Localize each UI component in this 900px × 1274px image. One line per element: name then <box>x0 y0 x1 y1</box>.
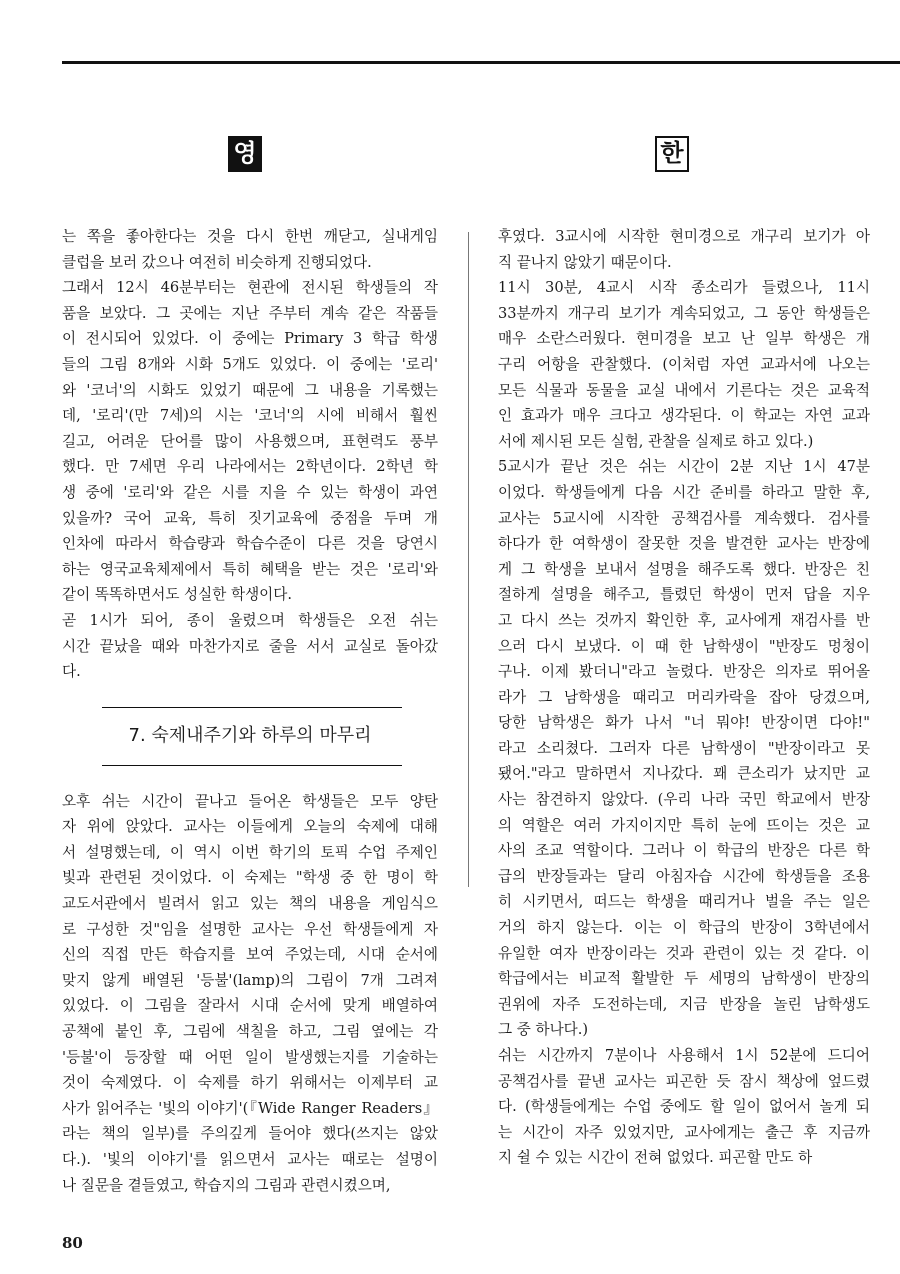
text-line: 거의 하지 않는다. 이는 이 학급의 반장이 3학년에서 <box>498 919 870 937</box>
text-line: 지 쉴 수 있는 시간이 전혀 없었다. 피곤할 만도 하 <box>498 1149 813 1167</box>
text-line: 들의 그림 8개와 시화 5개도 있었다. 이 중에는 '로리' <box>62 355 438 373</box>
text-line: 학급에서는 비교적 활발한 두 세명의 남학생이 반장의 <box>498 970 870 988</box>
paragraph <box>498 1043 870 1171</box>
text-line: 맞지 않게 배열된 '등불'(lamp)의 그림이 7개 그려져 <box>62 971 438 989</box>
text-line: 라가 그 남학생을 때리고 머리카락을 잡아 당겼으며, <box>498 688 870 706</box>
left-column <box>62 224 438 1198</box>
text-line: 의 역할은 여러 가지이지만 특히 눈에 뜨이는 것은 교 <box>498 816 870 834</box>
text-line: 길고, 어려운 단어를 많이 사용했으며, 표현력도 풍부 <box>62 432 438 450</box>
text-line: 오후 쉬는 시간이 끝나고 들어온 학생들은 모두 양탄 <box>62 792 438 810</box>
text-line: 사는 참견하지 않았다. (우리 나라 국민 학교에서 반장 <box>498 791 870 809</box>
text-line: 게 그 학생을 보내서 설명을 해주도록 했다. 반장은 친 <box>498 560 870 578</box>
text-line: 있을까? 국어 교육, 특히 짓기교육에 중점을 두며 개 <box>62 509 438 527</box>
paragraph <box>498 454 870 1043</box>
text-line: 데, '로리'(만 7세)의 시는 '코너'의 시에 비해서 훨씬 <box>62 407 438 425</box>
text-line: 나 질문을 곁들였고, 학습지의 그림과 관련시켰으며, <box>62 1176 391 1194</box>
text-line: 교사는 5교시에 시작한 공책검사를 계속했다. 검사를 <box>498 509 870 527</box>
text-line: 33분까지 개구리 보기가 계속되었고, 그 동안 학생들은 <box>498 304 870 322</box>
paragraph <box>62 608 438 685</box>
text-line: 유일한 여자 반장이라는 것과 관련이 있는 것 같다. 이 <box>498 944 870 962</box>
text-line: 인 효과가 매우 크다고 생각된다. 이 학교는 자연 교과 <box>498 407 870 425</box>
text-line: 이 전시되어 있었다. 이 중에는 Primary 3 학급 학생 <box>62 330 438 348</box>
text-line: 다.). '빛의 이야기'를 읽으면서 교사는 때로는 설명이 <box>62 1151 438 1168</box>
text-line: 쉬는 시간까지 7분이나 사용해서 1시 52분에 드디어 <box>498 1047 870 1064</box>
text-line: 권위에 자주 도전하는데, 지금 반장을 놀린 남학생도 <box>498 995 870 1013</box>
text-line: 시간 끝났을 때와 마찬가지로 줄을 서서 교실로 돌아갔 <box>62 637 438 655</box>
text-line: 후였다. 3교시에 시작한 현미경으로 개구리 보기가 아 <box>498 228 870 245</box>
text-line: 서에 제시된 모든 실험, 관찰을 실제로 하고 있다.) <box>498 432 814 450</box>
text-line: 직 끝나지 않았기 때문이다. <box>498 253 672 271</box>
text-line: 이었다. 학생들에게 다음 시간 준비를 하라고 말한 후, <box>498 483 870 501</box>
text-line: 구나. 이제 봤더니"라고 놀렸다. 반장은 의자로 뛰어올 <box>498 663 870 681</box>
text-line: 하는 영국교육체제에서 특히 혜택을 받는 것은 '로리'와 <box>62 560 438 578</box>
text-line: 으러 다시 보냈다. 이 때 한 남학생이 "반장도 멍청이 <box>498 637 870 655</box>
text-line: 라는 책의 일부)를 주의깊게 들어야 했다(쓰지는 않았 <box>62 1125 438 1143</box>
text-line: 곧 1시가 되어, 종이 울렸으며 학생들은 오전 쉬는 <box>62 611 438 629</box>
text-line: 빛과 관련된 것이었다. 이 숙제는 "학생 중 한 명이 학 <box>62 869 438 887</box>
text-line: 와 '코너'의 시화도 있었기 때문에 그 내용을 기록했는 <box>62 381 438 399</box>
text-line: 공책검사를 끝낸 교사는 피곤한 듯 잠시 책상에 엎드렸 <box>498 1072 870 1090</box>
text-line: 다. <box>62 663 81 681</box>
badge-korea: 한 <box>655 136 689 172</box>
text-line: 그래서 12시 46분부터는 현관에 전시된 학생들의 작 <box>62 279 438 297</box>
right-column <box>498 224 870 1171</box>
text-line: 매우 소란스러웠다. 현미경을 보고 난 일부 학생은 개 <box>498 330 870 348</box>
badge-uk: 영 <box>228 136 262 172</box>
paragraph <box>62 789 438 1199</box>
text-line: 품을 보았다. 그 곳에는 지난 주부터 계속 같은 작품들 <box>62 304 438 322</box>
text-line: 절하게 설명을 해주고, 틀렸던 학생이 먼저 답을 지우 <box>498 586 870 604</box>
text-line: 공책에 붙인 후, 그림에 색칠을 하고, 그림 옆에는 각 <box>62 1023 438 1041</box>
paragraph <box>498 224 870 275</box>
text-line: 당한 남학생은 화가 나서 "너 뭐야! 반장이면 다야!" <box>498 714 870 732</box>
text-line: 구리 어항을 관찰했다. (이처럼 자연 교과서에 나오는 <box>498 355 870 373</box>
text-line: 라고 소리쳤다. 그러자 다른 남학생이 "반장이라고 못 <box>498 739 870 757</box>
text-line: 됐어."라고 말하면서 지나갔다. 꽤 큰소리가 났지만 교 <box>498 765 870 783</box>
text-line: 하다가 한 여학생이 잘못한 것을 발견한 교사는 반장에 <box>498 535 870 553</box>
text-line: 자 위에 앉았다. 교사는 이들에게 오늘의 숙제에 대해 <box>62 818 438 836</box>
section-rule-bottom <box>102 765 402 766</box>
text-line: 같이 똑똑하면서도 성실한 학생이다. <box>62 586 293 604</box>
text-line: 11시 30분, 4교시 시작 종소리가 들렸으나, 11시 <box>498 279 870 297</box>
text-line: '등불'이 등장할 때 어떤 일이 발생했는지를 기술하는 <box>62 1048 438 1066</box>
header-rule <box>62 61 900 64</box>
page-number: 80 <box>62 1234 83 1252</box>
text-line: 는 시간이 자주 있었지만, 교사에게는 출근 후 지금까 <box>498 1123 870 1141</box>
text-line: 5교시가 끝난 것은 쉬는 시간이 2분 지난 1시 47분 <box>498 458 870 476</box>
text-line: 서 설명했는데, 이 역시 이번 학기의 토픽 수업 주제인 <box>62 843 438 861</box>
paragraph <box>62 275 438 608</box>
text-line: 클럽을 보러 갔으나 여전히 비슷하게 진행되었다. <box>62 253 372 271</box>
text-line: 했다. 만 7세면 우리 나라에서는 2학년이다. 2학년 학 <box>62 458 438 476</box>
text-line: 히 시키면서, 떠드는 학생을 때리거나 벌을 주는 일은 <box>498 893 870 911</box>
text-line: 로 구성한 것"임을 설명한 교사는 우선 학생들에게 자 <box>62 920 438 938</box>
text-line: 신의 직접 만든 학습지를 보여 주었는데, 시대 순서에 <box>62 946 438 964</box>
text-line: 고 다시 쓰는 것까지 확인한 후, 교사에게 재검사를 반 <box>498 611 870 629</box>
text-line: 있었다. 이 그림을 잘라서 시대 순서에 맞게 배열하여 <box>62 997 438 1015</box>
paragraph <box>498 275 870 454</box>
section-title: 7. 숙제내주기와 하루의 마무리 <box>128 724 372 746</box>
section-heading <box>62 707 438 767</box>
section-rule-top <box>102 707 402 708</box>
text-line: 모든 식물과 동물을 교실 내에서 기른다는 것은 교육적 <box>498 381 870 399</box>
text-line: 사의 조교 역할이다. 그러나 이 학급의 반장은 다른 학 <box>498 842 870 860</box>
text-line: 생 중에 '로리'와 같은 시를 지을 수 있는 학생이 과연 <box>62 483 438 501</box>
paragraph <box>62 224 438 275</box>
text-line: 것이 숙제였다. 이 숙제를 하기 위해서는 이제부터 교 <box>62 1074 438 1092</box>
text-line: 는 쪽을 좋아한다는 것을 다시 한번 깨닫고, 실내게임 <box>62 228 438 245</box>
text-line: 교도서관에서 빌려서 읽고 있는 책의 내용을 게임식으 <box>62 895 438 913</box>
text-line: 인차에 따라서 학습량과 학습수준이 다른 것을 당연시 <box>62 535 438 553</box>
column-divider <box>468 232 469 887</box>
text-line: 급의 반장들과는 달리 아침자습 시간에 학생들을 조용 <box>498 867 870 885</box>
text-line: 그 중 하나다.) <box>498 1021 589 1039</box>
text-line: 다. (학생들에게는 수업 중에도 할 일이 없어서 놀게 되 <box>498 1098 870 1116</box>
text-line: 사가 읽어주는 '빛의 이야기'(『Wide Ranger Readers』 <box>62 1099 438 1117</box>
